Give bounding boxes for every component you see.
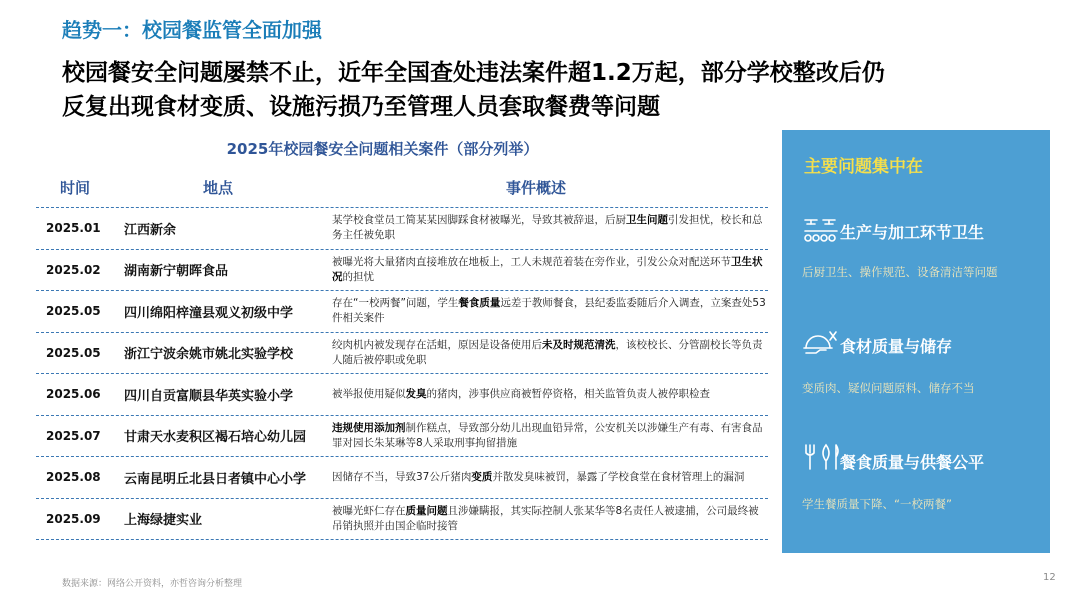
table-row xyxy=(36,416,768,456)
issue-title-ingredients: 食材质量与储存 xyxy=(840,337,953,356)
description-text: 远差于教师餐食，县纪委监委随后介入调查，立案查处53件相关案件 xyxy=(332,297,766,324)
case-date: 2025.06 xyxy=(46,387,101,401)
description-text: ，该校校长、分管副校长等负责人随后被停职或免职 xyxy=(332,338,763,366)
case-place: 上海绿捷实业 xyxy=(124,513,203,528)
highlighted-keyword: 餐食质量 xyxy=(458,297,501,309)
table-row xyxy=(36,250,768,290)
case-place: 浙江宁波余姚市姚北实验学校 xyxy=(124,347,294,362)
issue-title-production: 生产与加工环节卫生 xyxy=(840,223,985,242)
table-row xyxy=(36,291,768,331)
highlighted-keyword: 未及时规范清洗 xyxy=(542,338,616,351)
description-text: 因储存不当，导致37公斤猪肉 xyxy=(332,470,472,483)
highlighted-keyword: 变质 xyxy=(471,470,493,483)
description-text: 制作糕点，导致部分幼儿出现血铅异常，公安机关以涉嫌生产有毒、有害食品罪对园长朱某琳等8人采取刑事拘留措施 xyxy=(332,421,763,449)
table-row xyxy=(36,457,768,497)
table-row xyxy=(36,208,768,248)
page-number: 12 xyxy=(1043,572,1056,583)
highlighted-keyword: 质量问题 xyxy=(405,504,448,517)
issue-desc-meal-quality: 学生餐质量下降、“一校两餐” xyxy=(802,497,952,511)
table-caption: 2025年校园餐安全问题相关案件（部分列举） xyxy=(226,140,539,158)
case-date: 2025.08 xyxy=(46,470,101,484)
highlighted-keyword: 发臭 xyxy=(405,387,427,400)
highlighted-keyword: 卫生状况 xyxy=(332,255,763,283)
row-divider xyxy=(36,539,768,540)
case-description xyxy=(332,250,766,290)
cutlery-icon xyxy=(802,442,842,472)
case-description xyxy=(332,333,766,373)
slide-title: 趋势一：校园餐监管全面加强 xyxy=(62,18,322,42)
highlighted-keyword: 卫生问题 xyxy=(626,214,668,226)
table-row xyxy=(36,374,768,414)
issue-desc-ingredients: 变质肉、疑似问题原料、储存不当 xyxy=(802,381,975,395)
case-description xyxy=(332,208,766,248)
table-row xyxy=(36,333,768,373)
case-description xyxy=(332,457,766,497)
description-text: 某学校食堂员工简某某因脚踩食材被曝光，导致其被辞退，后厨 xyxy=(332,214,626,226)
highlighted-keyword: 违规使用添加剂 xyxy=(332,421,406,434)
case-place: 四川绵阳梓潼县观义初级中学 xyxy=(124,305,294,321)
panel-title: 主要问题集中在 xyxy=(804,157,923,177)
case-date: 2025.05 xyxy=(46,345,101,360)
case-place: 甘肃天水麦积区褐石培心幼儿园 xyxy=(124,430,307,445)
issue-title-meal-quality: 餐食质量与供餐公平 xyxy=(840,453,985,472)
case-date: 2025.01 xyxy=(46,221,101,235)
case-date: 2025.09 xyxy=(46,511,101,526)
slide-subtitle-line2: 反复出现食材变质、设施污损乃至管理人员套取餐费等问题 xyxy=(62,94,660,120)
description-text: 并散发臭味被罚，暴露了学校食堂在食材管理上的漏洞 xyxy=(492,470,745,483)
description-text: 存在“一校两餐”问题，学生 xyxy=(332,297,459,309)
table-row xyxy=(36,499,768,539)
case-description xyxy=(332,416,766,456)
description-text: 的猪肉，涉事供应商被暂停资格，相关监管负责人被停职检查 xyxy=(426,387,710,400)
issue-desc-production: 后厨卫生、操作规范、设备清洁等问题 xyxy=(802,265,998,279)
case-place: 江西新余 xyxy=(124,222,177,238)
case-description xyxy=(332,499,766,539)
description-text: 被举报使用疑似 xyxy=(332,387,406,400)
description-text: 被曝光虾仁存在 xyxy=(332,504,406,517)
case-place: 四川自贡富顺县华英实验小学 xyxy=(124,388,294,404)
description-text: 引发担忧，校长和总务主任被免职 xyxy=(332,214,763,241)
case-description xyxy=(332,291,766,331)
production-line-icon xyxy=(802,216,842,246)
case-date: 2025.07 xyxy=(46,428,101,443)
case-place: 湖南新宁朝晖食品 xyxy=(124,264,229,279)
description-text: 的担忧 xyxy=(342,270,374,283)
column-header-summary: 事件概述 xyxy=(506,179,567,197)
key-issues-panel xyxy=(782,130,1050,553)
case-date: 2025.02 xyxy=(46,262,101,277)
description-text: 且涉嫌瞒报，其实际控制人张某华等8名责任人被逮捕，公司最终被吊销执照并由国企临时接管 xyxy=(332,504,759,532)
description-text: 被曝光将大量猪肉直接堆放在地板上，工人未规范着装在旁作业，引发公众对配送环节 xyxy=(332,255,731,268)
source-note: 数据来源：网络公开资料，亦哲咨询分析整理 xyxy=(62,579,243,589)
column-header-place: 地点 xyxy=(203,179,234,197)
case-description xyxy=(332,374,766,414)
case-place: 云南昆明丘北县日者镇中心小学 xyxy=(124,471,307,487)
case-date: 2025.05 xyxy=(46,304,101,318)
food-tray-icon xyxy=(802,328,842,358)
column-header-time: 时间 xyxy=(60,179,91,197)
description-text: 绞肉机内被发现存在活蛆，原因是设备使用后 xyxy=(332,338,542,351)
slide-subtitle-line1: 校园餐安全问题屡禁不止，近年全国查处违法案件超1.2万起，部分学校整改后仍 xyxy=(62,60,885,86)
